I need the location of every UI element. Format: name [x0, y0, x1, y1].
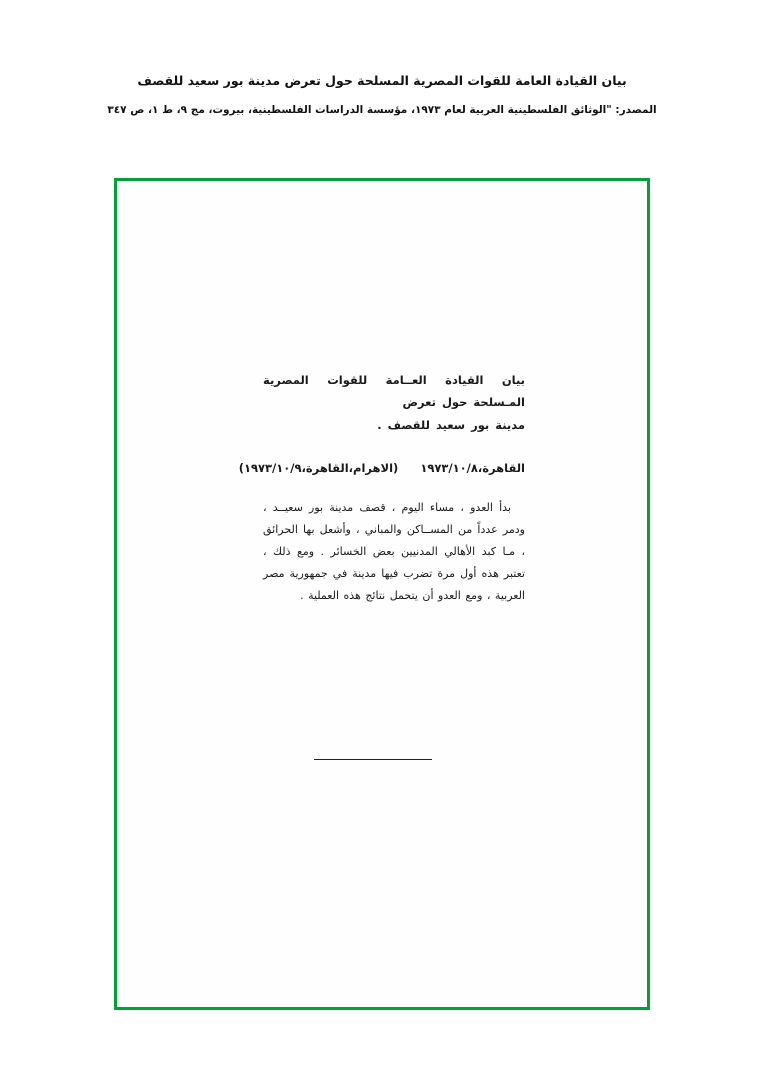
document-dateline	[238, 458, 525, 479]
dateline-date: القاهرة،١٩٧٣/١٠/٨	[420, 461, 525, 476]
source-citation: المصدر: "الوثائق الفلسطينية العربية لعام ١٩٧٣، مؤسسة الدراسات الفلسطينية، بيروت، مج ٩، ط ١، ص ٣٤٧	[107, 103, 657, 116]
horizontal-rule	[314, 759, 432, 760]
document-body	[263, 497, 525, 607]
page-header	[0, 72, 764, 119]
document-title	[263, 369, 525, 436]
page-title: بيان القيادة العامة للقوات المصرية المسلحة حول تعرض مدينة بور سعيد للقصف	[137, 73, 627, 88]
scan-frame-border	[114, 178, 650, 1010]
document-title-line-1: بيان القيادة العــامة للقوات المصرية المـسلحة حول تعرض	[263, 373, 525, 410]
scanned-document-text	[238, 369, 525, 607]
document-title-line-2: مدينة بور سعيد للقصف .	[377, 417, 525, 432]
dateline-source: (الاهرام،القاهرة،١٩٧٣/١٠/٩)	[238, 461, 399, 476]
document-body-paragraph: بدأ العدو ، مساء اليوم ، قصف مدينة بور سعيــد ، ودمر عدداً من المســاكن والمباني ، وأشعل بها الحرائق ، مـا كبد الأهالي المدنيين بعض الخسائر . ومع ذلك ، تعتبر هذه أول مرة تضرب فيها مدينة في جمهورية مصر العربية ، ومع العدو أن يتحمل نتائج هذه العملية .	[263, 500, 525, 602]
